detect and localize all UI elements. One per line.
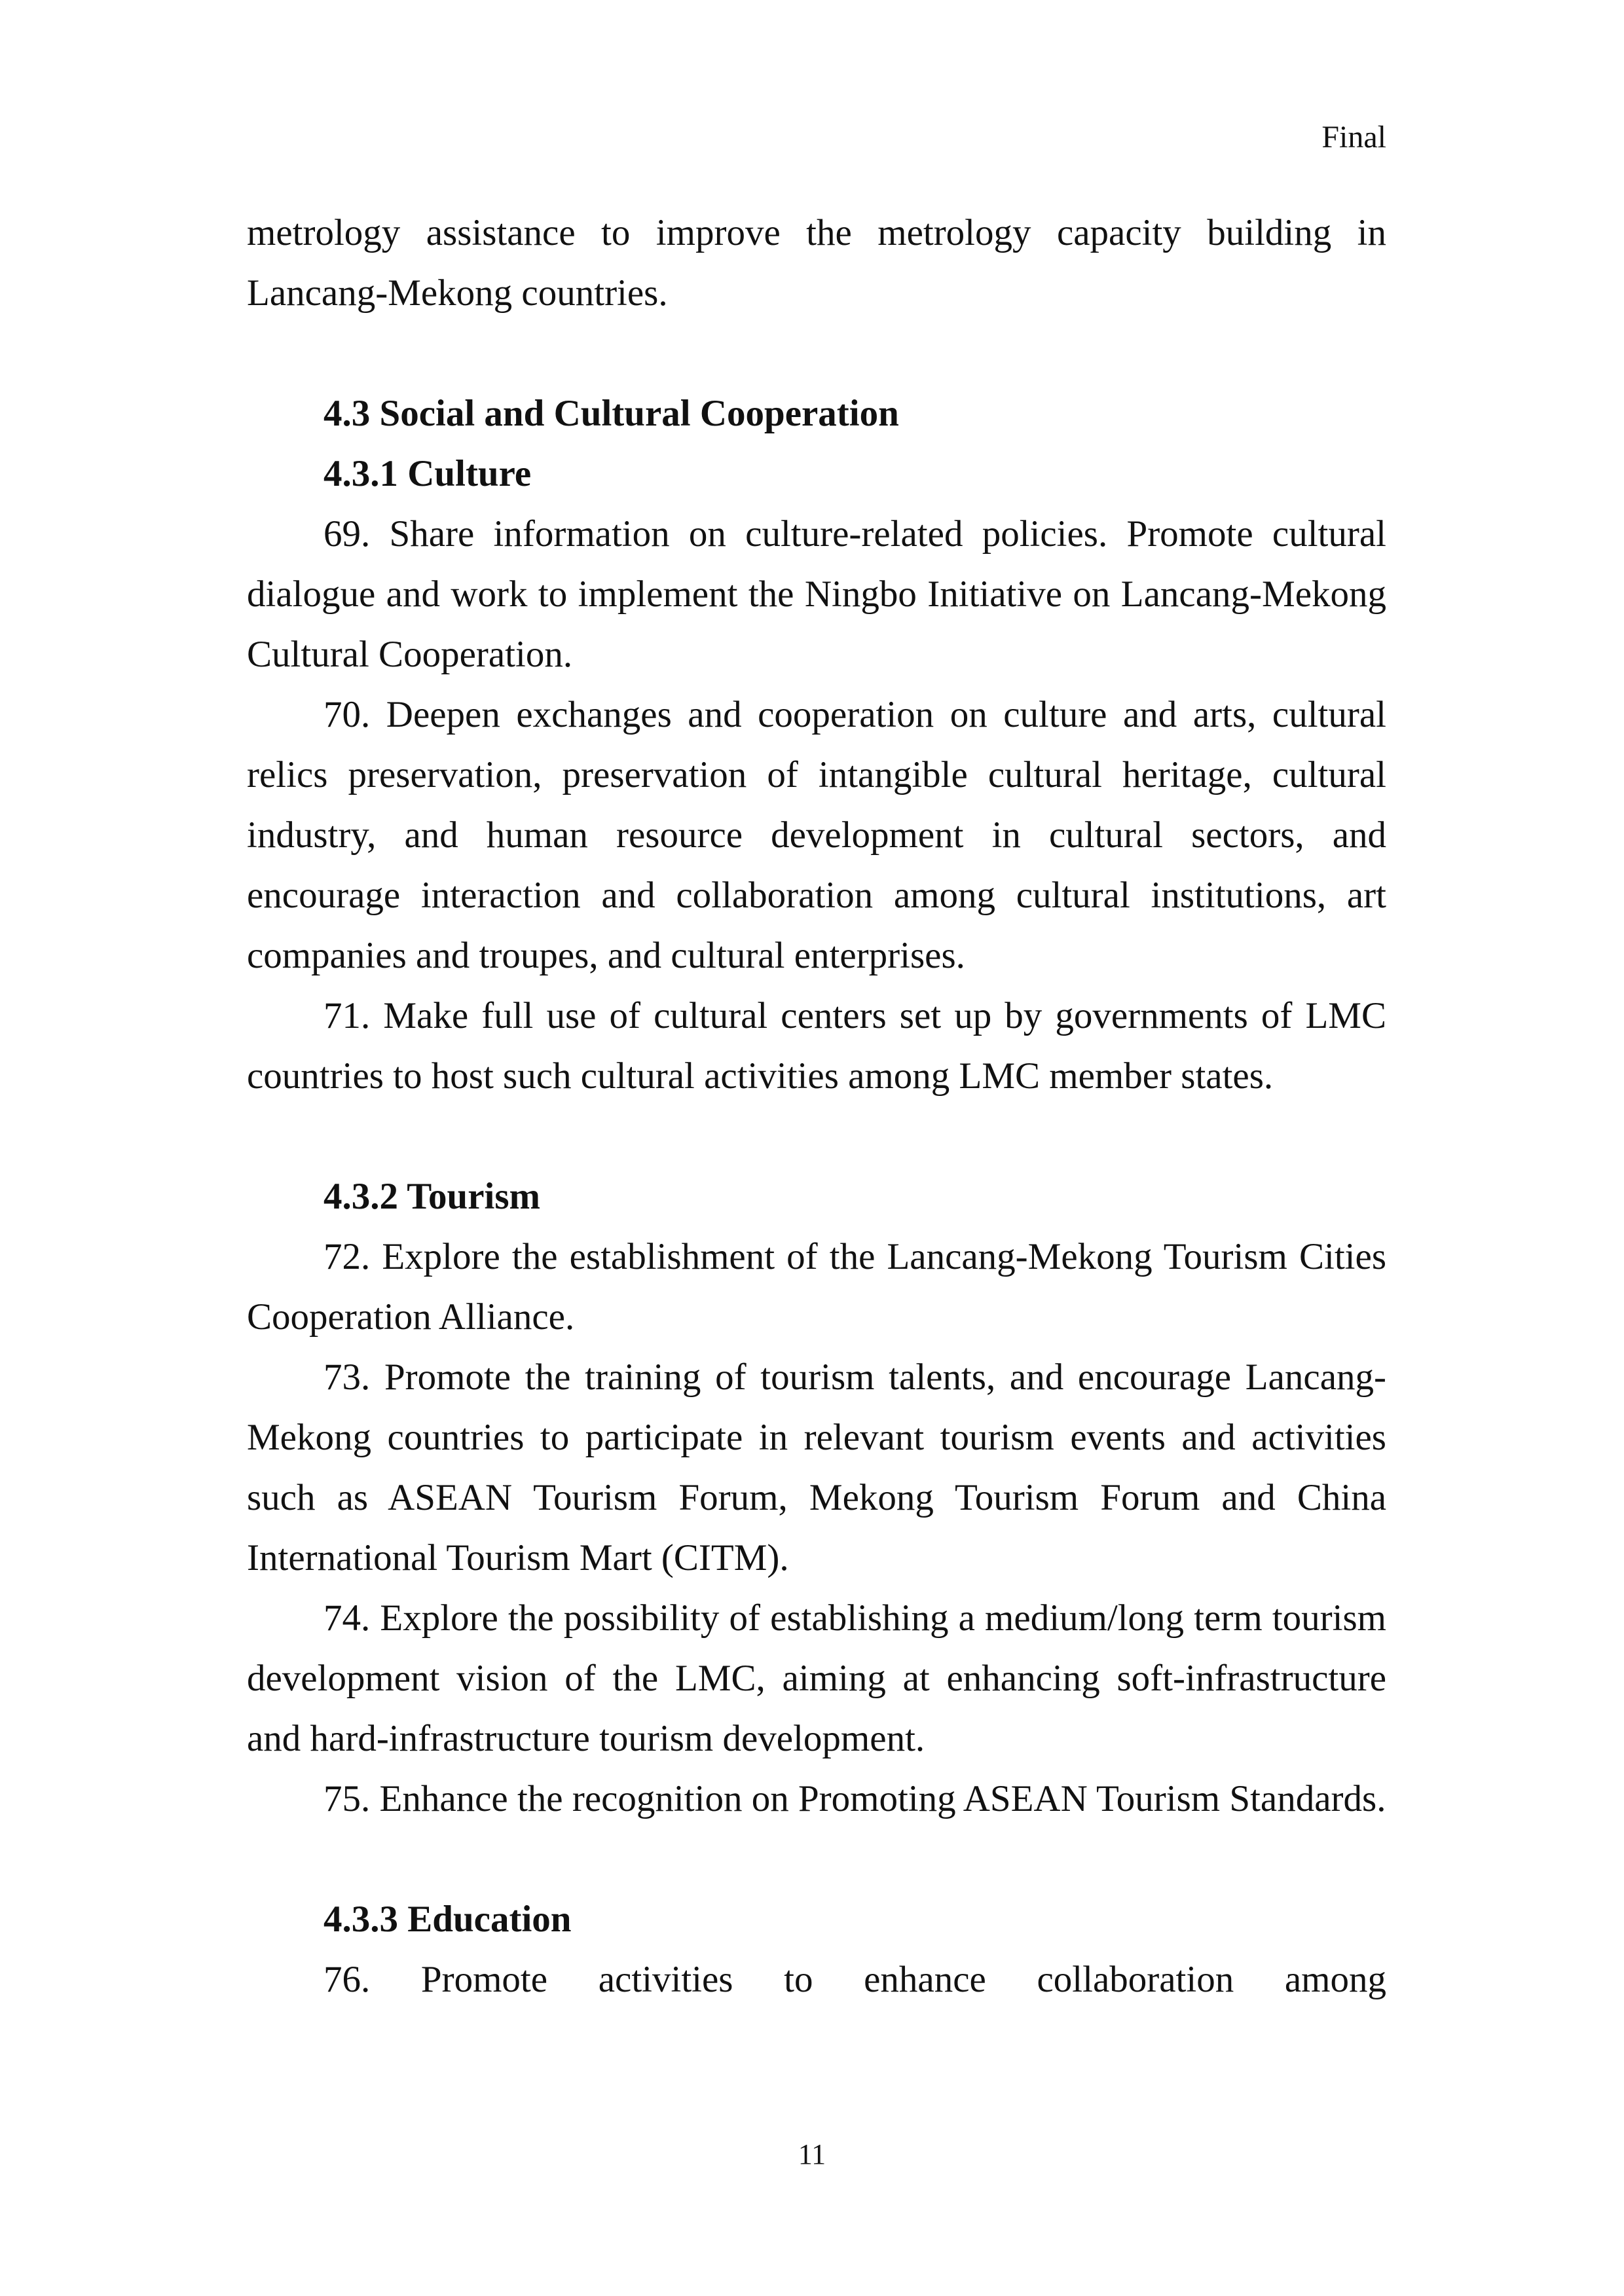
paragraph-71: 71. Make full use of cultural centers set up by governments of LMC countries to host such cultural activities among LMC member states. (247, 995, 1386, 1097)
page-number: 11 (798, 2138, 826, 2170)
paragraph-72: 72. Explore the establishment of the Lancang-Mekong Tourism Cities Cooperation Alliance. (247, 1236, 1386, 1338)
heading-section-4-3-3: 4.3.3 Education (323, 1899, 572, 1940)
document-body (247, 203, 1386, 2010)
paragraph-76: 76. Promote activities to enhance collaboration among (323, 1959, 1386, 2000)
heading-section-4-3-2: 4.3.2 Tourism (323, 1176, 541, 1217)
paragraph-75: 75. Enhance the recognition on Promoting ASEAN Tourism Standards. (323, 1778, 1386, 1819)
paragraph-continued: metrology assistance to improve the metrology capacity building in Lancang-Mekong countries. (247, 212, 1386, 314)
page-header-final: Final (1321, 120, 1386, 155)
paragraph-73: 73. Promote the training of tourism talents, and encourage Lancang-Mekong countries to participate in relevant tourism events and activities such as ASEAN Tourism Forum, Mekong Tourism Forum and China International Tourism Mart (CITM). (247, 1357, 1386, 1578)
paragraph-70: 70. Deepen exchanges and cooperation on culture and arts, cultural relics preservation, preservation of intangible cultural heritage, cultural industry, and human resource development in cultural sectors, and encourage interaction and collaboration among cultural institutions, art companies and troupes, and cultural enterprises. (247, 694, 1386, 976)
heading-section-4-3-1: 4.3.1 Culture (323, 453, 532, 494)
paragraph-74: 74. Explore the possibility of establishing a medium/long term tourism development vision of the LMC, aiming at enhancing soft-infrastructure and hard-infrastructure tourism development. (247, 1597, 1386, 1759)
spacer (247, 323, 1386, 384)
paragraph-69: 69. Share information on culture-related policies. Promote cultural dialogue and work to implement the Ningbo Initiative on Lancang-Mekong Cultural Cooperation. (247, 513, 1386, 675)
heading-section-4-3: 4.3 Social and Cultural Cooperation (323, 393, 899, 434)
spacer (247, 1829, 1386, 1889)
spacer (247, 1106, 1386, 1167)
